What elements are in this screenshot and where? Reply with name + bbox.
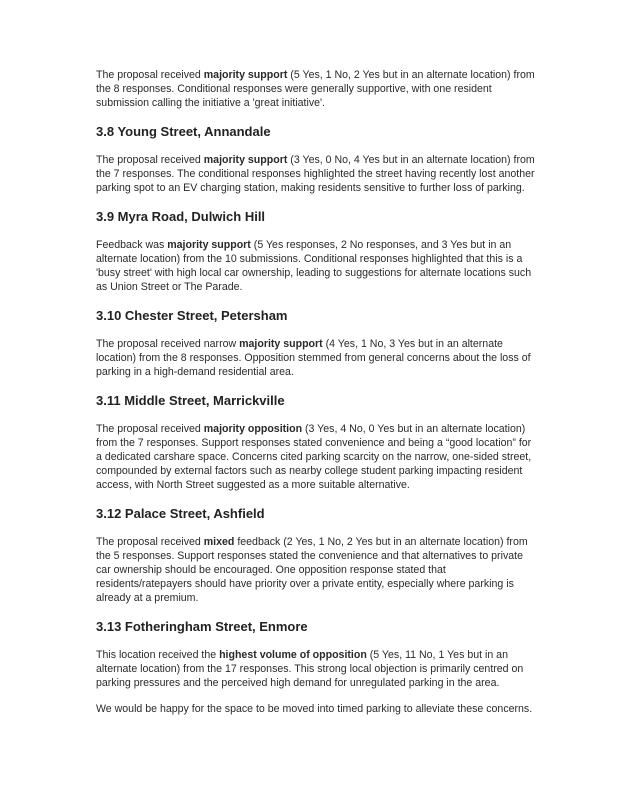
paragraph-text-end: (3 Yes, 0 No, 4 Yes but in an alternate location) from the 7 responses. The conditional responses highlighted the street having recently lost another parking spot to an EV charging station, making residents sensitive to further loss of parking.	[96, 154, 535, 194]
paragraph-text-end: (5 Yes, 11 No, 1 Yes but in an alternate location) from the 17 responses. This strong local objection is primarily centred on parking pressures and the perceived high demand for unregulated parking in the area.	[96, 649, 524, 689]
section-paragraph	[96, 238, 536, 294]
paragraph-emphasis: highest volume of opposition	[219, 649, 367, 661]
section-paragraph	[96, 422, 536, 492]
intro-emphasis: majority support	[203, 69, 288, 81]
paragraph-text-start: The proposal received	[96, 423, 204, 435]
section-heading: 3.12 Palace Street, Ashfield	[96, 506, 265, 521]
paragraph-text-start: The proposal received	[96, 536, 204, 548]
section-paragraph	[96, 153, 536, 195]
paragraph-text-end: (4 Yes, 1 No, 3 Yes but in an alternate location) from the 8 responses. Opposition stemmed from general concerns about the loss of parking in a high-demand residential area.	[96, 338, 531, 378]
section-heading: 3.8 Young Street, Annandale	[96, 124, 271, 139]
paragraph-text-start: This location received the	[96, 649, 220, 661]
section-paragraph	[96, 648, 536, 690]
paragraph-text-start: The proposal received narrow	[96, 338, 240, 350]
paragraph-emphasis: majority support	[167, 239, 251, 251]
section-chester-street	[96, 308, 536, 379]
section-paragraph	[96, 337, 536, 379]
paragraph-emphasis: majority support	[239, 338, 323, 350]
section-heading: 3.10 Chester Street, Petersham	[96, 308, 288, 323]
paragraph-emphasis: majority opposition	[203, 423, 303, 435]
section-palace-street	[96, 506, 536, 605]
paragraph-text-end: (5 Yes responses, 2 No responses, and 3 Yes but in an alternate location) from the 10 submissions. Conditional responses highlighted that this is a 'busy street' with high local car ownership, leading to suggestions for alternate locations such as Union Street or The Parade.	[96, 239, 532, 293]
intro-text-start: The proposal received	[96, 69, 204, 81]
section-myra-road	[96, 209, 536, 294]
paragraph-emphasis: mixed	[203, 536, 235, 548]
section-heading: 3.9 Myra Road, Dulwich Hill	[96, 209, 266, 224]
intro-text-end: (5 Yes, 1 No, 2 Yes but in an alternate location) from the 8 responses. Conditional responses were generally supportive, with one resident submission calling the initiative a 'great initiative'.	[96, 69, 535, 109]
closing-paragraph: We would be happy for the space to be moved into timed parking to alleviate these concerns.	[96, 703, 533, 715]
paragraph-text-start: The proposal received	[96, 154, 204, 166]
section-fotheringham-street	[96, 619, 536, 716]
paragraph-text-end: feedback (2 Yes, 1 No, 2 Yes but in an alternate location) from the 5 responses. Support responses stated the convenience and that alternatives to private car ownership should be encouraged. One opposition response stated that residents/ratepayers should have priority over a private entity, especially where parking is already at a premium.	[96, 536, 528, 604]
section-young-street	[96, 124, 536, 195]
intro-paragraph	[96, 68, 536, 110]
paragraph-emphasis: majority support	[203, 154, 288, 166]
paragraph-text-end: (3 Yes, 4 No, 0 Yes but in an alternate location) from the 7 responses. Support responses stated convenience and being a “good location” for a dedicated carshare space. Concerns cited parking scarcity on the narrow, one-sided street, compounded by external factors such as nearby college student parking impacting resident access, with North Street suggested as a more suitable alternative.	[96, 423, 532, 491]
section-paragraph	[96, 535, 536, 605]
section-heading: 3.11 Middle Street, Marrickville	[96, 393, 285, 408]
section-heading: 3.13 Fotheringham Street, Enmore	[96, 619, 308, 634]
paragraph-text-start: Feedback was	[96, 239, 168, 251]
document-body	[96, 68, 536, 730]
section-middle-street	[96, 393, 536, 492]
